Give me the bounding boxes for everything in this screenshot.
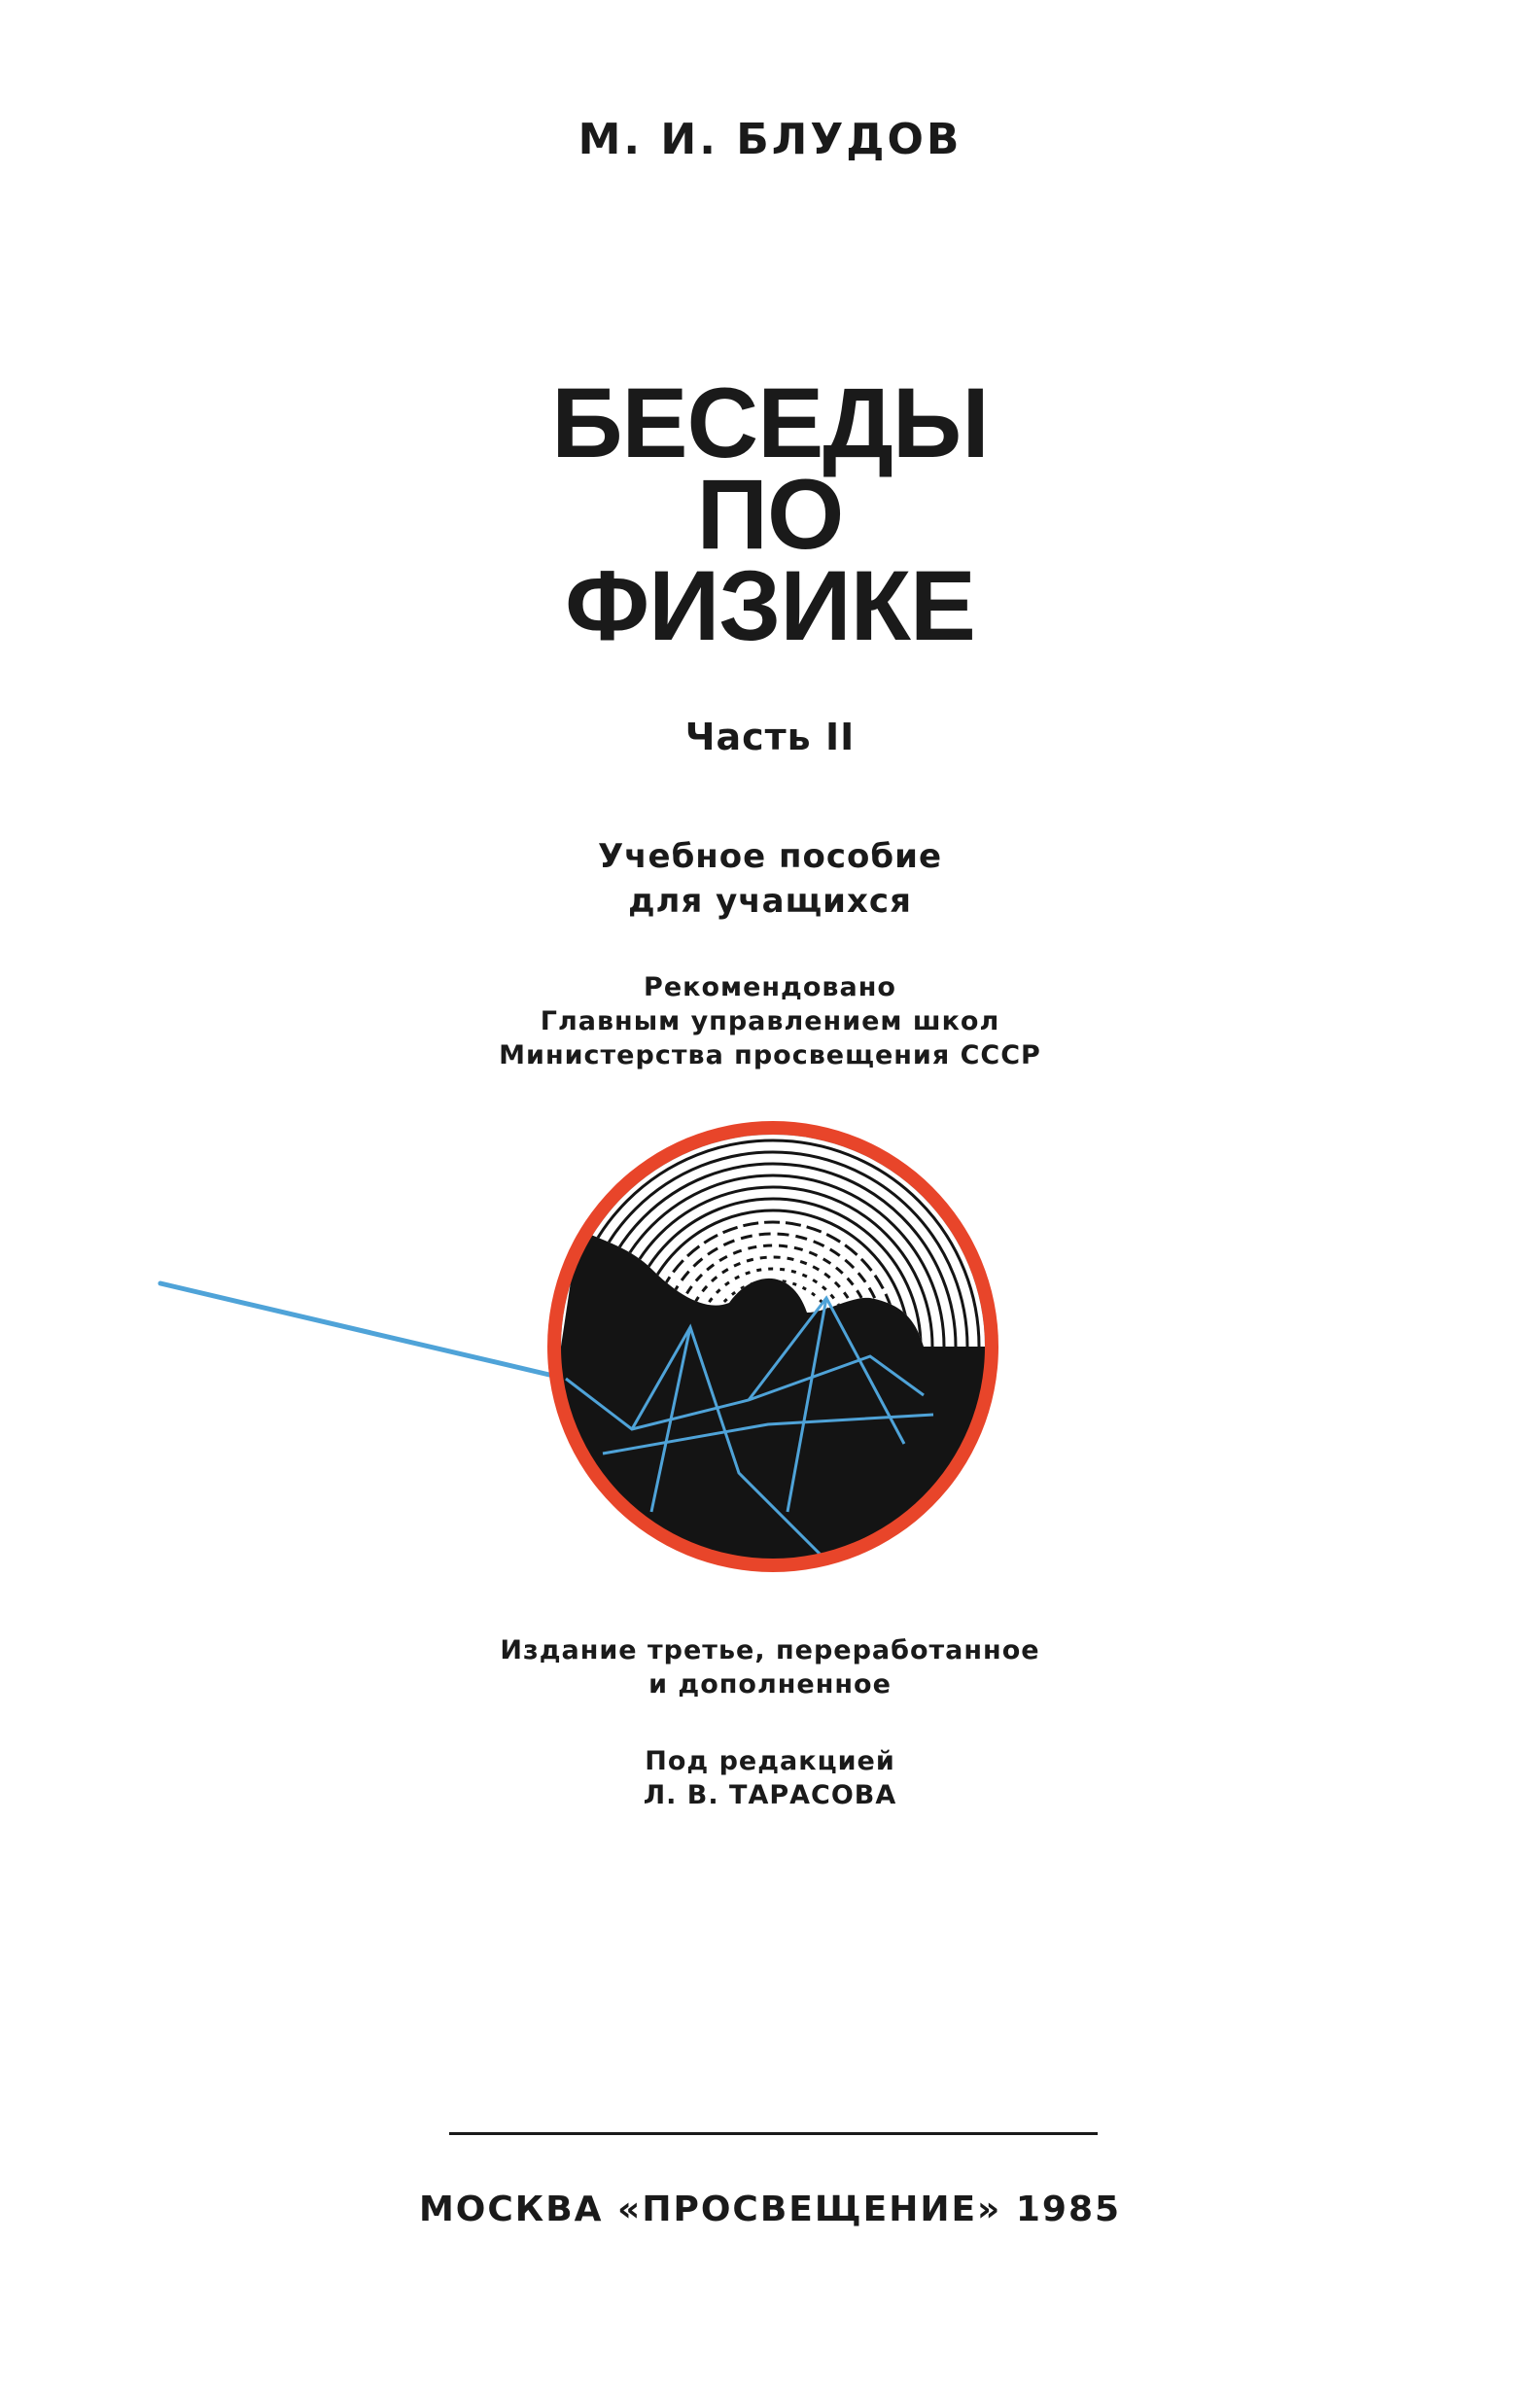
author-name: М. И. БЛУДОВ — [578, 115, 962, 164]
publisher-imprint: МОСКВА «ПРОСВЕЩЕНИЕ» 1985 — [418, 2190, 1122, 2229]
book-title — [0, 368, 1540, 661]
editor-line: Под редакцией — [645, 1746, 895, 1776]
light-ray — [160, 1283, 566, 1379]
subtitle-line: Учебное пособие — [597, 837, 943, 876]
divider-rule — [449, 2132, 1098, 2135]
book-title-line: ПО — [696, 459, 844, 570]
subtitle-line: для учащихся — [628, 882, 912, 921]
book-title-line: ФИЗИКЕ — [565, 550, 975, 661]
part-number: Часть II — [684, 716, 856, 758]
recommendation-note — [0, 970, 1540, 1072]
edition-line: Издание третье, переработанное — [500, 1635, 1040, 1665]
editor-line: Л. В. ТАРАСОВА — [643, 1780, 897, 1810]
edition-note — [0, 1633, 1540, 1701]
recommendation-line: Рекомендовано — [644, 972, 896, 1002]
book-title-line: БЕСЕДЫ — [551, 368, 989, 478]
physics-emblem-illustration — [146, 1104, 1021, 1590]
subtitle — [0, 834, 1540, 924]
recommendation-line: Министерства просвещения СССР — [499, 1040, 1041, 1070]
edition-line: и дополненное — [648, 1669, 892, 1700]
recommendation-line: Главным управлением школ — [540, 1006, 1000, 1036]
editor-credit — [0, 1744, 1540, 1812]
